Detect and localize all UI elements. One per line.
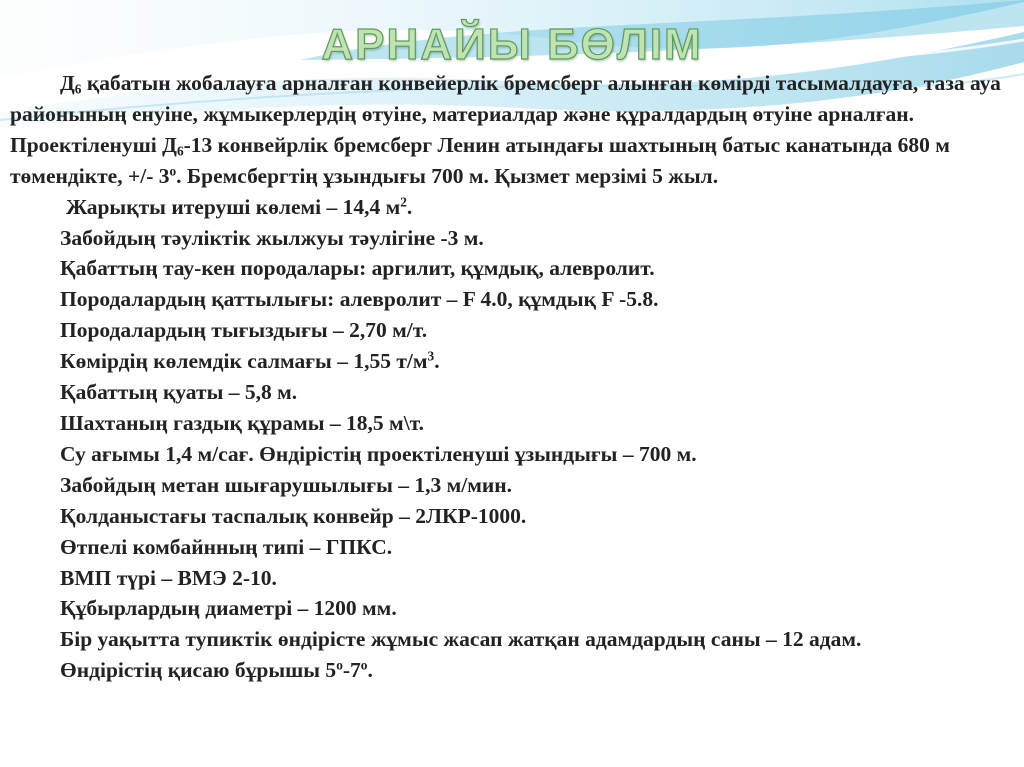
spec-line: Құбырлардың диаметрі – 1200 мм.: [60, 596, 397, 621]
spec-line: Забойдың метан шығарушылығы – 1,3 м/мин.: [60, 472, 513, 497]
spec-line: Шахтаның газдық құрамы – 18,5 м\т.: [60, 410, 424, 435]
spec-superscript: о: [336, 657, 343, 673]
intro-superscript: о: [169, 163, 177, 179]
spec-text: .: [367, 658, 373, 683]
spec-line: [10, 346, 1010, 377]
spec-superscript: о: [360, 657, 368, 673]
spec-line: [10, 655, 1010, 686]
spec-line: [10, 192, 1010, 223]
intro-paragraph: [10, 68, 1010, 192]
spec-text: -7: [342, 658, 361, 683]
spec-line: Породалардың қаттылығы: алевролит – F 4.0, құмдық F -5.8.: [60, 287, 659, 312]
spec-line: Өтпелі комбайнның типі – ГПКС.: [60, 534, 393, 559]
spec-text: .: [406, 194, 413, 219]
spec-text: .: [434, 349, 440, 374]
spec-line: Қабаттың қуаты – 5,8 м.: [60, 380, 298, 405]
spec-text: Өндірістің қисаю бұрышы 5: [60, 658, 337, 683]
intro-text: Д: [60, 71, 75, 95]
spec-line: Қабаттың тау-кен породалары: аргилит, құмдық, алевролит.: [60, 256, 655, 281]
intro-subscript: 6: [176, 143, 184, 159]
intro-text: . Бремсбергтің ұзындығы 700 м. Қызмет мерзімі 5 жыл.: [176, 163, 719, 188]
page-title: АРНАЙЫ БӨЛІМ: [321, 20, 703, 69]
spec-line: Су ағымы 1,4 м/сағ. Өндірістің проектіленуші ұзындығы – 700 м.: [60, 441, 697, 466]
intro-text: -13 конвейрлік бремсберг Ленин атындағы шахтының батыс канатында 680 м төмендікте, +/- 3: [10, 132, 950, 188]
spec-line: Породалардың тығыздығы – 2,70 м/т.: [60, 318, 428, 343]
intro-text: қабатын жобалауға арналған конвейерлік бремсберг алынған көмірді тасымалдауға, таза ауа районының енуіне, жұмыкерлердің өтуіне, материалдар және құралдардың өтуіне арналған. Проектіленуші Д: [10, 71, 1001, 157]
spec-superscript: 2: [400, 194, 407, 210]
spec-line: Бір уақытта тупиктік өндірісте жұмыс жасап жатқан адамдардың саны – 12 адам.: [60, 627, 862, 652]
intro-subscript: 6: [74, 81, 82, 97]
spec-line: Қолданыстағы таспалық конвейр – 2ЛКР-1000.: [60, 503, 527, 528]
spec-line: ВМП түрі – ВМЭ 2-10.: [60, 565, 277, 590]
spec-superscript: 3: [427, 348, 435, 364]
content-body: [10, 68, 1010, 686]
spec-line: Забойдың тәуліктік жылжуы тәулігіне -3 м.: [60, 225, 484, 250]
spec-text: Көмірдің көлемдік салмағы – 1,55 т/м: [60, 349, 428, 374]
spec-text: Жарықты итеруші көлемі – 14,4 м: [66, 194, 401, 219]
